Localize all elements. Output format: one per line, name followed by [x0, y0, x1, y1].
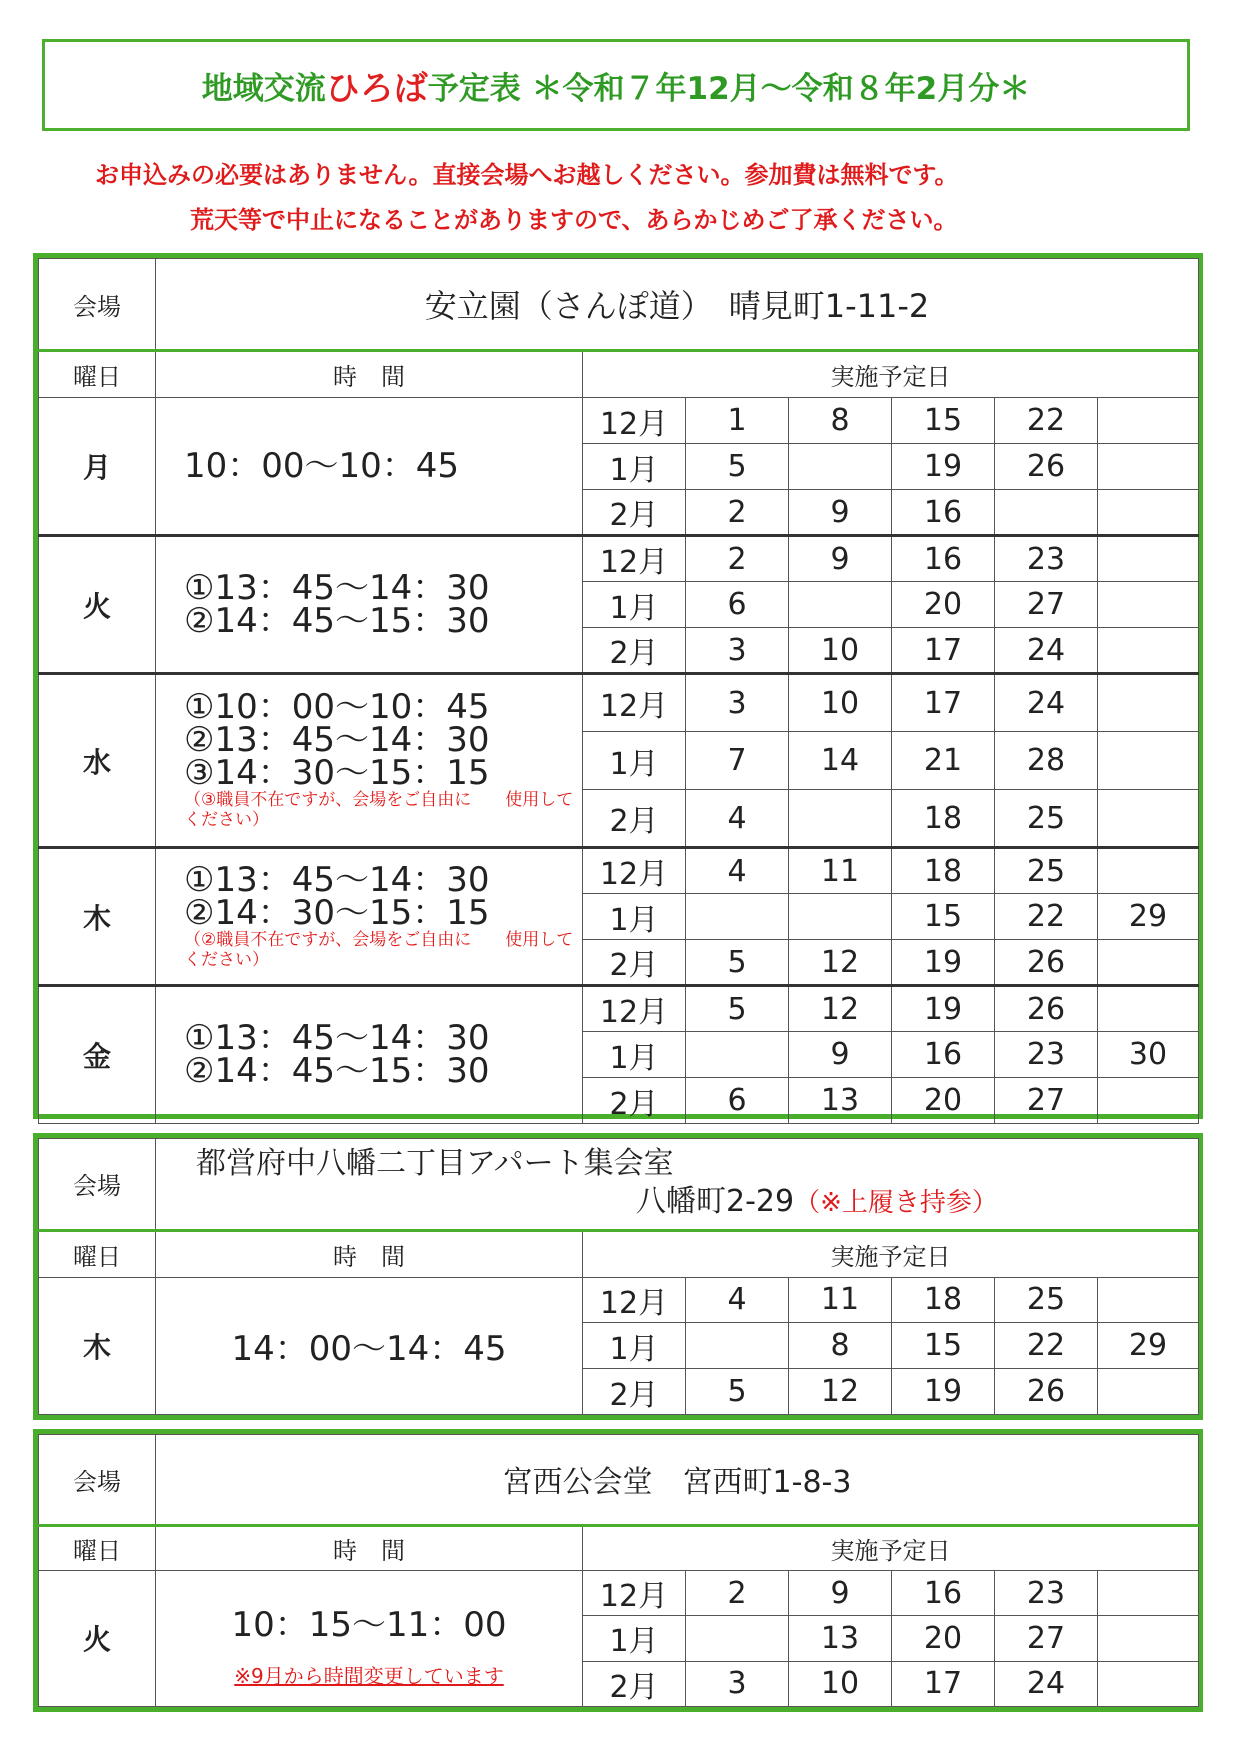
date-cell: 13: [789, 1616, 892, 1661]
date-cell: 10: [789, 1661, 892, 1706]
date-cell: 9: [789, 1570, 892, 1615]
date-cell: [789, 790, 892, 848]
venue-label: 会場: [39, 259, 156, 351]
date-cell: [1098, 1570, 1199, 1615]
weekday-cell: 月: [39, 398, 156, 536]
date-cell: [1098, 1078, 1199, 1124]
date-cell: 6: [686, 582, 789, 628]
date-cell: 9: [789, 1032, 892, 1078]
date-cell: 12: [789, 1369, 892, 1415]
date-cell: 25: [995, 1277, 1098, 1323]
date-cell: 12: [789, 986, 892, 1032]
date-cell: 5: [686, 444, 789, 490]
date-cell: 26: [995, 986, 1098, 1032]
date-cell: 2月: [583, 628, 686, 674]
date-cell: [1098, 1616, 1199, 1661]
time-slot: ②14：30～15：15: [184, 892, 490, 933]
notice-line-2: 荒天等で中止になることがありますので、あらかじめご了承ください。: [190, 206, 958, 234]
time-slot: ②14：45～15：30: [184, 600, 490, 641]
date-cell: [686, 1616, 789, 1661]
date-cell: 1月: [583, 1323, 686, 1369]
date-cell: [789, 582, 892, 628]
date-cell: 3: [686, 674, 789, 732]
venue3-time-note: ※9月から時間変更しています: [234, 1664, 504, 1689]
time-note: （③職員不在ですが、会場をご自由に 使用してください）: [184, 790, 574, 830]
dates-label: 実施予定日: [583, 1525, 1199, 1570]
date-cell: 2: [686, 490, 789, 536]
date-cell: [1098, 490, 1199, 536]
date-cell: 15: [892, 894, 995, 940]
date-cell: [1098, 582, 1199, 628]
date-cell: 12月: [583, 1570, 686, 1615]
date-cell: 26: [995, 444, 1098, 490]
date-cell: 23: [995, 1032, 1098, 1078]
venue2-schedule-table: [33, 1133, 1203, 1420]
date-cell: 27: [995, 582, 1098, 628]
date-cell: 28: [995, 732, 1098, 790]
date-cell: 10: [789, 674, 892, 732]
date-cell: 4: [686, 1277, 789, 1323]
time-note: （②職員不在ですが、会場をご自由に 使用してください）: [184, 929, 574, 970]
date-cell: 19: [892, 940, 995, 986]
date-cell: 17: [892, 674, 995, 732]
date-cell: 20: [892, 1078, 995, 1124]
time-slot: ①13：45～14：30: [184, 1018, 490, 1058]
venue3-schedule-table: [33, 1429, 1203, 1712]
date-cell: 14: [789, 732, 892, 790]
time-cell: [156, 536, 583, 674]
venue2-name-line1: 都営府中八幡二丁目アパート集会室: [196, 1146, 674, 1182]
venue3-time: 10：15～11：00: [231, 1605, 507, 1646]
date-cell: 16: [892, 536, 995, 582]
weekday-cell: 水: [39, 674, 156, 848]
notice-line-1: お申込みの必要はありません。直接会場へお越しください。参加費は無料です。: [95, 161, 959, 189]
date-cell: [686, 894, 789, 940]
date-cell: 1: [686, 398, 789, 444]
date-cell: 11: [789, 1277, 892, 1323]
date-cell: [789, 444, 892, 490]
date-cell: [1098, 1369, 1199, 1415]
date-cell: 3: [686, 628, 789, 674]
date-cell: [1098, 1277, 1199, 1323]
date-cell: 18: [892, 790, 995, 848]
date-cell: 27: [995, 1616, 1098, 1661]
date-cell: 5: [686, 1369, 789, 1415]
date-cell: 25: [995, 790, 1098, 848]
date-cell: 1月: [583, 732, 686, 790]
time-cell: [156, 848, 583, 986]
date-cell: 30: [1098, 1032, 1199, 1078]
date-cell: 20: [892, 1616, 995, 1661]
date-cell: 15: [892, 398, 995, 444]
date-cell: 4: [686, 790, 789, 848]
date-cell: 16: [892, 490, 995, 536]
venue2-time: 14：00～14：45: [156, 1277, 583, 1415]
date-cell: 10: [789, 628, 892, 674]
venue3-day: 火: [39, 1570, 156, 1706]
time-label: 時 間: [156, 1230, 583, 1277]
date-cell: [1098, 628, 1199, 674]
weekday-label: 曜日: [39, 351, 156, 398]
date-cell: 8: [789, 398, 892, 444]
date-cell: 19: [892, 986, 995, 1032]
date-cell: 24: [995, 1661, 1098, 1706]
date-cell: [1098, 848, 1199, 894]
date-cell: 12: [789, 940, 892, 986]
date-cell: 21: [892, 732, 995, 790]
venue1-schedule-table: [33, 253, 1203, 1122]
weekday-cell: 金: [39, 986, 156, 1124]
date-cell: 18: [892, 848, 995, 894]
weekday-cell: 火: [39, 536, 156, 674]
venue3-name: 宮西公会堂 宮西町1-8-3: [156, 1435, 1199, 1526]
date-cell: 12月: [583, 398, 686, 444]
date-cell: [1098, 536, 1199, 582]
date-cell: 13: [789, 1078, 892, 1124]
date-cell: [686, 1032, 789, 1078]
dates-label: 実施予定日: [583, 1230, 1199, 1277]
date-cell: 17: [892, 628, 995, 674]
time-cell: [156, 398, 583, 536]
title-part3: 予定表 ＊令和７年12月～令和８年2月分＊: [427, 70, 1031, 107]
title-part2: ひろば: [325, 68, 428, 109]
time-slot: ①10：00～10：45: [184, 687, 490, 727]
date-cell: [789, 894, 892, 940]
date-cell: 2: [686, 1570, 789, 1615]
date-cell: 20: [892, 582, 995, 628]
date-cell: 23: [995, 1570, 1098, 1615]
date-cell: 1月: [583, 1616, 686, 1661]
weekday-label: 曜日: [39, 1230, 156, 1277]
date-cell: 12月: [583, 1277, 686, 1323]
date-cell: 29: [1098, 894, 1199, 940]
date-cell: 4: [686, 848, 789, 894]
time-label: 時 間: [156, 1525, 583, 1570]
date-cell: 2月: [583, 1661, 686, 1706]
date-cell: 22: [995, 1323, 1098, 1369]
date-cell: 25: [995, 848, 1098, 894]
time-label: 時 間: [156, 351, 583, 398]
date-cell: 2: [686, 536, 789, 582]
venue1-name: 安立園（さんぽ道） 晴見町1-11-2: [156, 259, 1199, 351]
date-cell: 2月: [583, 490, 686, 536]
date-cell: [1098, 674, 1199, 732]
date-cell: 2月: [583, 940, 686, 986]
date-cell: 9: [789, 536, 892, 582]
date-cell: 12月: [583, 536, 686, 582]
date-cell: 2月: [583, 790, 686, 848]
time-slot: ②13：45～14：30: [184, 720, 490, 760]
date-cell: 24: [995, 674, 1098, 732]
date-cell: 24: [995, 628, 1098, 674]
date-cell: [1098, 1661, 1199, 1706]
weekday-label: 曜日: [39, 1525, 156, 1570]
venue-label: 会場: [39, 1435, 156, 1526]
date-cell: 1月: [583, 444, 686, 490]
date-cell: 11: [789, 848, 892, 894]
weekday-cell: 木: [39, 848, 156, 986]
date-cell: 19: [892, 444, 995, 490]
date-cell: 6: [686, 1078, 789, 1124]
date-cell: 12月: [583, 986, 686, 1032]
date-cell: 5: [686, 940, 789, 986]
date-cell: 17: [892, 1661, 995, 1706]
date-cell: 1月: [583, 894, 686, 940]
date-cell: 8: [789, 1323, 892, 1369]
date-cell: 12月: [583, 674, 686, 732]
time-cell: [156, 674, 583, 848]
date-cell: 16: [892, 1570, 995, 1615]
venue3-time-cell: [156, 1570, 583, 1706]
date-cell: 27: [995, 1078, 1098, 1124]
time-slot: ③14：30～15：15: [184, 753, 490, 793]
date-cell: 5: [686, 986, 789, 1032]
date-cell: 18: [892, 1277, 995, 1323]
date-cell: 22: [995, 894, 1098, 940]
date-cell: 3: [686, 1661, 789, 1706]
dates-label: 実施予定日: [583, 351, 1199, 398]
date-cell: [1098, 986, 1199, 1032]
date-cell: [686, 1323, 789, 1369]
venue2-note: （※上履き持参）: [794, 1188, 998, 1219]
date-cell: [1098, 940, 1199, 986]
date-cell: 1月: [583, 582, 686, 628]
time-slot: ①13：45～14：30: [184, 567, 490, 608]
date-cell: 7: [686, 732, 789, 790]
date-cell: [1098, 732, 1199, 790]
date-cell: 26: [995, 1369, 1098, 1415]
date-cell: 1月: [583, 1032, 686, 1078]
date-cell: 26: [995, 940, 1098, 986]
time-cell: [156, 986, 583, 1124]
venue-label: 会場: [39, 1139, 156, 1231]
time-slot: ①13：45～14：30: [184, 859, 490, 900]
date-cell: [1098, 790, 1199, 848]
time-slot: ②14：45～15：30: [184, 1051, 490, 1091]
date-cell: 19: [892, 1369, 995, 1415]
date-cell: [995, 490, 1098, 536]
page-title: [42, 39, 1190, 131]
date-cell: 2月: [583, 1369, 686, 1415]
date-cell: 15: [892, 1323, 995, 1369]
date-cell: 22: [995, 398, 1098, 444]
date-cell: 29: [1098, 1323, 1199, 1369]
venue2-day: 木: [39, 1277, 156, 1415]
venue2-name: [156, 1139, 1199, 1231]
time-slot: 10：00～10：45: [184, 445, 460, 486]
date-cell: [1098, 444, 1199, 490]
date-cell: 9: [789, 490, 892, 536]
date-cell: 23: [995, 536, 1098, 582]
date-cell: 12月: [583, 848, 686, 894]
date-cell: 16: [892, 1032, 995, 1078]
date-cell: [1098, 398, 1199, 444]
date-cell: 2月: [583, 1078, 686, 1124]
title-part1: 地域交流: [201, 70, 326, 107]
venue2-address: 八幡町2-29: [636, 1184, 795, 1220]
